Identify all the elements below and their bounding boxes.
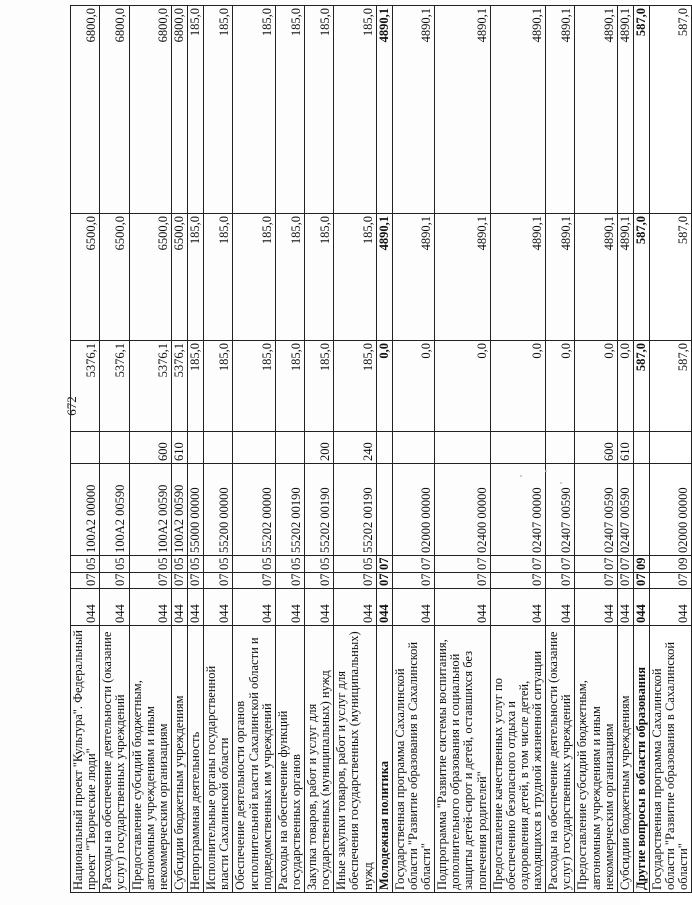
section-code-cell: 07	[100, 573, 129, 589]
page-number: 672	[64, 396, 79, 416]
expense-type-cell: 610	[171, 432, 187, 464]
table-row	[71, 6, 100, 893]
amount-year2-cell: 185,0	[188, 214, 204, 341]
amount-year3-cell: 4890,1	[392, 6, 434, 214]
expense-type-cell	[650, 432, 692, 464]
amount-year1-cell: 5376,1	[171, 341, 187, 432]
section-code-cell: 07	[305, 573, 334, 589]
amount-year2-cell: 185,0	[275, 214, 304, 341]
table-row	[376, 6, 392, 893]
row-name-cell: Непрограммная деятельность	[188, 626, 204, 893]
amount-year1-cell: 587,0	[650, 341, 692, 432]
amount-year2-cell: 4890,1	[546, 214, 575, 341]
table-row	[129, 6, 171, 893]
ministry-code-cell: 044	[617, 589, 633, 626]
row-name-cell: Государственная программа Сахалинской области "Развитие образования в Сахалинской области"	[650, 626, 692, 893]
amount-year1-cell: 185,0	[233, 341, 275, 432]
ministry-code-cell: 044	[546, 589, 575, 626]
amount-year2-cell: 6500,0	[100, 214, 129, 341]
ministry-code-cell: 044	[204, 589, 233, 626]
subsection-code-cell: 07	[392, 556, 434, 573]
amount-year1-cell: 185,0	[275, 341, 304, 432]
subsection-code-cell: 07	[546, 556, 575, 573]
subsection-code-cell: 09	[633, 556, 649, 573]
section-code-cell: 07	[171, 573, 187, 589]
ministry-code-cell: 044	[334, 589, 376, 626]
target-article-cell: 02407 00000	[490, 464, 546, 556]
table-row	[633, 6, 649, 893]
subsection-code-cell: 05	[305, 556, 334, 573]
target-article-cell: 100А2 00590	[100, 464, 129, 556]
amount-year2-cell: 6500,0	[171, 214, 187, 341]
target-article-cell: 55000 00000	[188, 464, 204, 556]
expense-type-cell	[546, 432, 575, 464]
expense-type-cell	[392, 432, 434, 464]
table-row	[435, 6, 491, 893]
amount-year2-cell: 4890,1	[490, 214, 546, 341]
section-code-cell: 07	[376, 573, 392, 589]
ministry-code-cell: 044	[435, 589, 491, 626]
ministry-code-cell: 044	[188, 589, 204, 626]
amount-year1-cell: 5376,1	[71, 341, 100, 432]
table-row	[392, 6, 434, 893]
ministry-code-cell: 044	[233, 589, 275, 626]
row-name-cell: Субсидии бюджетным учреждениям	[617, 626, 633, 893]
amount-year3-cell: 4890,1	[575, 6, 617, 214]
section-code-cell: 07	[275, 573, 304, 589]
target-article-cell: 55202 00190	[305, 464, 334, 556]
table-row	[575, 6, 617, 893]
amount-year3-cell: 4890,1	[376, 6, 392, 214]
amount-year3-cell: 185,0	[275, 6, 304, 214]
amount-year1-cell: 185,0	[305, 341, 334, 432]
amount-year3-cell: 185,0	[204, 6, 233, 214]
row-name-cell: Государственная программа Сахалинской области "Развитие образования в Сахалинской области"	[392, 626, 434, 893]
section-code-cell: 07	[129, 573, 171, 589]
amount-year2-cell: 6500,0	[71, 214, 100, 341]
subsection-code-cell: 07	[575, 556, 617, 573]
expense-type-cell: 610	[617, 432, 633, 464]
row-name-cell: Другие вопросы в области образования	[633, 626, 649, 893]
section-code-cell: 07	[546, 573, 575, 589]
amount-year3-cell: 6800,0	[100, 6, 129, 214]
target-article-cell: 02407 00590	[546, 464, 575, 556]
scan-speck	[560, 482, 562, 484]
subsection-code-cell: 07	[490, 556, 546, 573]
target-article-cell: 55202 00190	[334, 464, 376, 556]
budget-table-body	[71, 6, 692, 893]
expense-type-cell: 600	[575, 432, 617, 464]
ministry-code-cell: 044	[575, 589, 617, 626]
amount-year2-cell: 4890,1	[575, 214, 617, 341]
target-article-cell: 02400 00000	[435, 464, 491, 556]
subsection-code-cell: 05	[233, 556, 275, 573]
section-code-cell: 07	[204, 573, 233, 589]
target-article-cell: 100А2 00000	[71, 464, 100, 556]
row-name-cell: Расходы на обеспечение функций государственных органов	[275, 626, 304, 893]
amount-year3-cell: 4890,1	[490, 6, 546, 214]
amount-year1-cell: 185,0	[188, 341, 204, 432]
subsection-code-cell: 05	[188, 556, 204, 573]
amount-year1-cell: 0,0	[392, 341, 434, 432]
ministry-code-cell: 044	[633, 589, 649, 626]
table-row	[650, 6, 692, 893]
target-article-cell: 100А2 00590	[129, 464, 171, 556]
row-name-cell: Субсидии бюджетным учреждениям	[171, 626, 187, 893]
subsection-code-cell: 05	[275, 556, 304, 573]
row-name-cell: Обеспечение деятельности органов исполнительной власти Сахалинской области и подведомственных им учреждений	[233, 626, 275, 893]
section-code-cell: 07	[188, 573, 204, 589]
section-code-cell: 07	[575, 573, 617, 589]
amount-year3-cell: 6800,0	[71, 6, 100, 214]
subsection-code-cell: 07	[376, 556, 392, 573]
subsection-code-cell: 09	[650, 556, 692, 573]
section-code-cell: 07	[233, 573, 275, 589]
amount-year1-cell: 587,0	[633, 341, 649, 432]
table-row	[100, 6, 129, 893]
amount-year2-cell: 4890,1	[376, 214, 392, 341]
scan-speck	[520, 475, 522, 477]
subsection-code-cell: 05	[129, 556, 171, 573]
amount-year1-cell: 5376,1	[129, 341, 171, 432]
amount-year1-cell: 0,0	[575, 341, 617, 432]
amount-year2-cell: 185,0	[233, 214, 275, 341]
ministry-code-cell: 044	[100, 589, 129, 626]
amount-year3-cell: 587,0	[650, 6, 692, 214]
expense-type-cell	[275, 432, 304, 464]
amount-year2-cell: 587,0	[633, 214, 649, 341]
target-article-cell	[376, 464, 392, 556]
target-article-cell: 02407 00590	[575, 464, 617, 556]
table-row	[188, 6, 204, 893]
section-code-cell: 07	[490, 573, 546, 589]
section-code-cell: 07	[617, 573, 633, 589]
amount-year1-cell: 0,0	[376, 341, 392, 432]
budget-table	[70, 5, 692, 893]
amount-year3-cell: 185,0	[188, 6, 204, 214]
amount-year1-cell: 0,0	[546, 341, 575, 432]
section-code-cell: 07	[633, 573, 649, 589]
ministry-code-cell: 044	[129, 589, 171, 626]
subsection-code-cell: 05	[171, 556, 187, 573]
subsection-code-cell: 07	[435, 556, 491, 573]
budget-table-container	[70, 6, 691, 893]
ministry-code-cell: 044	[650, 589, 692, 626]
row-name-cell: Исполнительные органы государственной власти Сахалинской области	[204, 626, 233, 893]
table-row	[204, 6, 233, 893]
row-name-cell: Расходы на обеспечение деятельности (оказание услуг) государственных учреждений	[546, 626, 575, 893]
row-name-cell: Предоставление субсидий бюджетным, автономным учреждениям и иным некоммерческим организациям	[129, 626, 171, 893]
section-code-cell: 07	[392, 573, 434, 589]
table-row	[171, 6, 187, 893]
expense-type-cell	[204, 432, 233, 464]
amount-year3-cell: 587,0	[633, 6, 649, 214]
amount-year3-cell: 6800,0	[129, 6, 171, 214]
table-row	[305, 6, 334, 893]
subsection-code-cell: 05	[71, 556, 100, 573]
amount-year2-cell: 587,0	[650, 214, 692, 341]
expense-type-cell	[233, 432, 275, 464]
table-row	[546, 6, 575, 893]
amount-year3-cell: 185,0	[334, 6, 376, 214]
scan-speck	[545, 470, 547, 472]
amount-year3-cell: 4890,1	[617, 6, 633, 214]
subsection-code-cell: 05	[204, 556, 233, 573]
section-code-cell: 07	[71, 573, 100, 589]
table-row	[233, 6, 275, 893]
amount-year3-cell: 4890,1	[546, 6, 575, 214]
expense-type-cell	[490, 432, 546, 464]
target-article-cell: 55200 00000	[204, 464, 233, 556]
amount-year1-cell: 185,0	[204, 341, 233, 432]
amount-year2-cell: 4890,1	[392, 214, 434, 341]
expense-type-cell	[71, 432, 100, 464]
row-name-cell: Подпрограмма "Развитие системы воспитания, дополнительного образования и социальной защиты детей-сирот и детей, оставшихся без попечения родителей"	[435, 626, 491, 893]
row-name-cell: Предоставление качественных услуг по обеспечению безопасного отдыха и оздоровления детей, в том числе детей, находящихся в трудной жизненной ситуации	[490, 626, 546, 893]
target-article-cell: 02407 00590	[617, 464, 633, 556]
amount-year3-cell: 185,0	[305, 6, 334, 214]
amount-year1-cell: 0,0	[490, 341, 546, 432]
amount-year1-cell: 185,0	[334, 341, 376, 432]
subsection-code-cell: 07	[617, 556, 633, 573]
amount-year2-cell: 185,0	[334, 214, 376, 341]
expense-type-cell: 600	[129, 432, 171, 464]
amount-year1-cell: 0,0	[435, 341, 491, 432]
row-name-cell: Расходы на обеспечение деятельности (оказание услуг) государственных учреждений	[100, 626, 129, 893]
amount-year2-cell: 6500,0	[129, 214, 171, 341]
amount-year3-cell: 6800,0	[171, 6, 187, 214]
section-code-cell: 07	[650, 573, 692, 589]
amount-year3-cell: 4890,1	[435, 6, 491, 214]
expense-type-cell	[188, 432, 204, 464]
target-article-cell: 100А2 00590	[171, 464, 187, 556]
amount-year2-cell: 4890,1	[435, 214, 491, 341]
amount-year2-cell: 4890,1	[617, 214, 633, 341]
amount-year3-cell: 185,0	[233, 6, 275, 214]
ministry-code-cell: 044	[275, 589, 304, 626]
amount-year2-cell: 185,0	[305, 214, 334, 341]
table-row	[275, 6, 304, 893]
ministry-code-cell: 044	[171, 589, 187, 626]
target-article-cell: 02000 00000	[392, 464, 434, 556]
expense-type-cell	[435, 432, 491, 464]
section-code-cell: 07	[334, 573, 376, 589]
expense-type-cell	[633, 432, 649, 464]
row-name-cell: Иные закупки товаров, работ и услуг для обеспечения государственных (муниципальных) нужд	[334, 626, 376, 893]
target-article-cell	[633, 464, 649, 556]
row-name-cell: Национальный проект "Культура". Федеральный проект "Творческие люди"	[71, 626, 100, 893]
amount-year1-cell: 5376,1	[100, 341, 129, 432]
target-article-cell: 55202 00190	[275, 464, 304, 556]
table-row	[334, 6, 376, 893]
amount-year1-cell: 0,0	[617, 341, 633, 432]
expense-type-cell	[100, 432, 129, 464]
table-row	[490, 6, 546, 893]
target-article-cell: 02000 00000	[650, 464, 692, 556]
ministry-code-cell: 044	[71, 589, 100, 626]
amount-year2-cell: 185,0	[204, 214, 233, 341]
ministry-code-cell: 044	[305, 589, 334, 626]
section-code-cell: 07	[435, 573, 491, 589]
row-name-cell: Молодежная политика	[376, 626, 392, 893]
expense-type-cell	[376, 432, 392, 464]
ministry-code-cell: 044	[376, 589, 392, 626]
row-name-cell: Предоставление субсидий бюджетным, автономным учреждениям и иным некоммерческим организациям	[575, 626, 617, 893]
ministry-code-cell: 044	[392, 589, 434, 626]
ministry-code-cell: 044	[490, 589, 546, 626]
table-row	[617, 6, 633, 893]
row-name-cell: Закупка товаров, работ и услуг для государственных (муниципальных) нужд	[305, 626, 334, 893]
expense-type-cell: 240	[334, 432, 376, 464]
subsection-code-cell: 05	[334, 556, 376, 573]
subsection-code-cell: 05	[100, 556, 129, 573]
target-article-cell: 55202 00000	[233, 464, 275, 556]
expense-type-cell: 200	[305, 432, 334, 464]
